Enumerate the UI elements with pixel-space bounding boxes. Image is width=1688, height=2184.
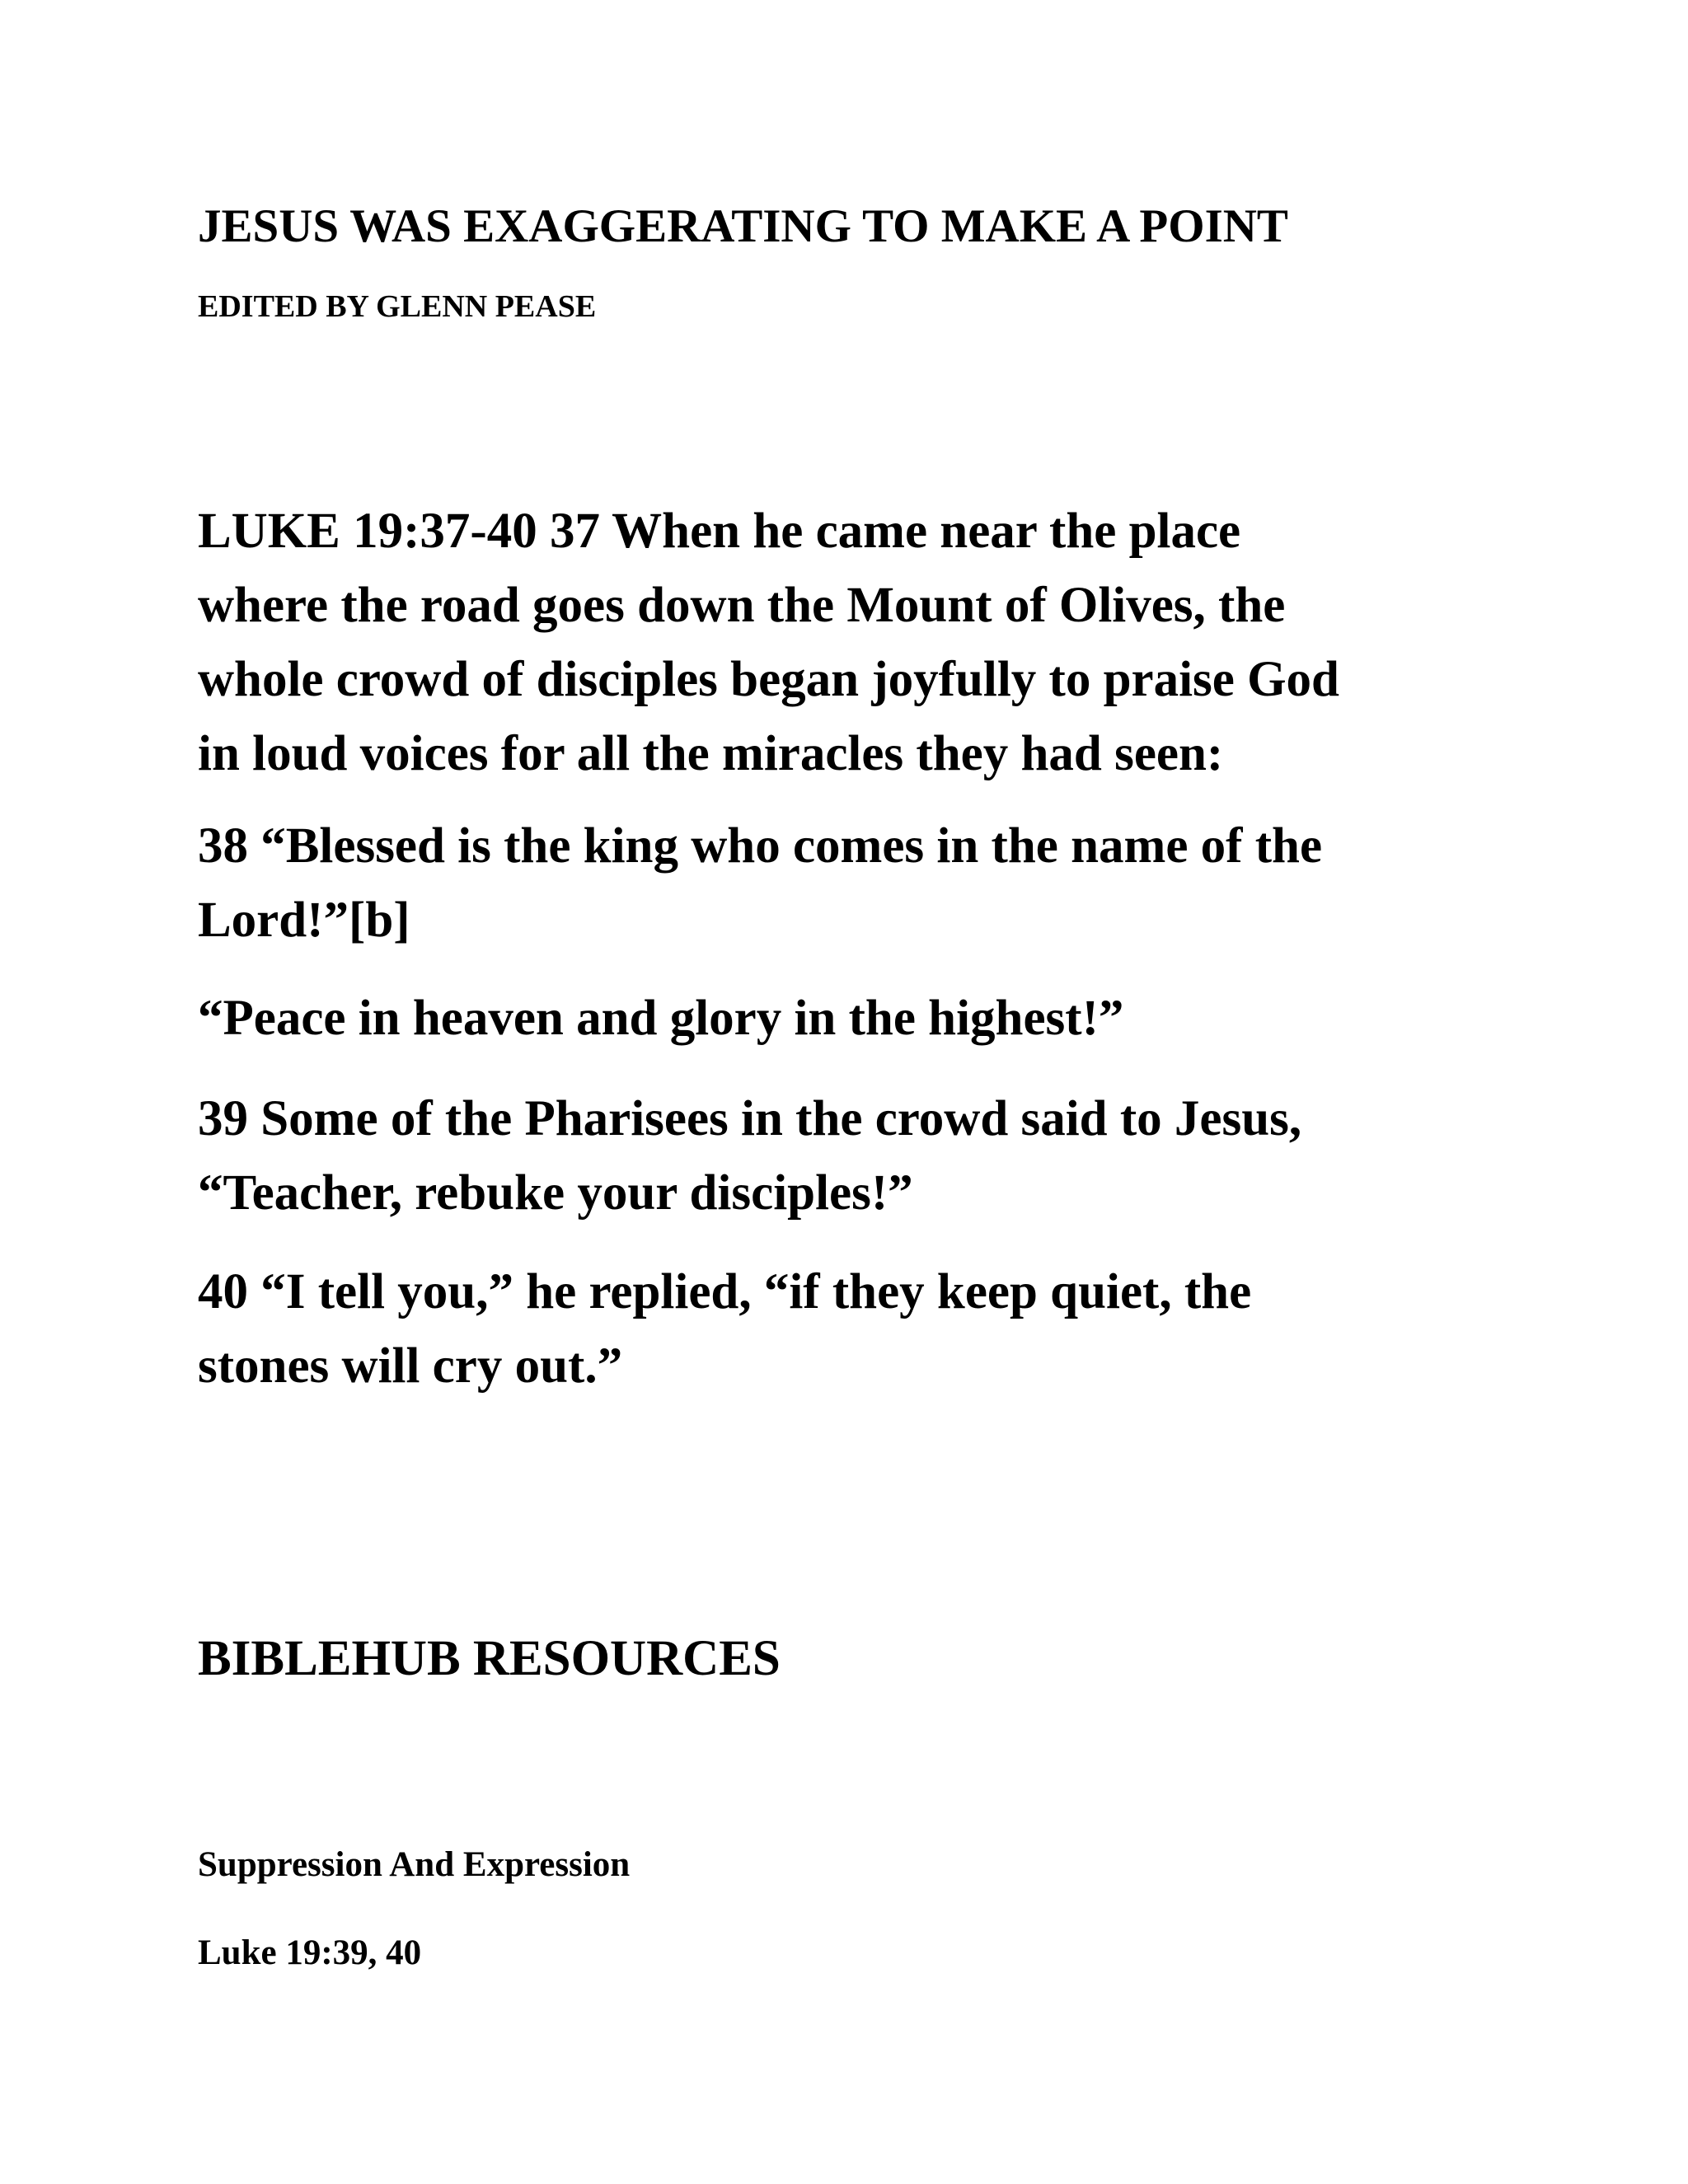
verse-line: LUKE 19:37-40 37 When he came near the place xyxy=(198,504,1241,559)
verse-40-paragraph xyxy=(198,1255,1251,1404)
section-heading: BIBLEHUB RESOURCES xyxy=(198,1631,781,1686)
subsection-title: Suppression And Expression xyxy=(198,1845,631,1884)
document-title: JESUS WAS EXAGGERATING TO MAKE A POINT xyxy=(198,200,1288,252)
verse-line: Lord!”[b] xyxy=(198,893,410,948)
verse-37-paragraph xyxy=(198,494,1339,791)
verse-line: “Peace in heaven and glory in the highest!” xyxy=(198,991,1124,1046)
verse-line: in loud voices for all the miracles they had seen: xyxy=(198,726,1224,781)
verse-line: where the road goes down the Mount of Olives, the xyxy=(198,578,1286,633)
verse-line: stones will cry out.” xyxy=(198,1338,623,1394)
byline: EDITED BY GLENN PEASE xyxy=(198,289,597,324)
verse-line: “Teacher, rebuke your disciples!” xyxy=(198,1165,913,1221)
verse-38-paragraph xyxy=(198,809,1322,958)
verse-39-paragraph xyxy=(198,1082,1301,1230)
verse-38-continuation xyxy=(198,982,1123,1056)
verse-line: whole crowd of disciples began joyfully to praise God xyxy=(198,652,1339,707)
verse-line: 38 “Blessed is the king who comes in the name of the xyxy=(198,818,1323,874)
subsection-reference: Luke 19:39, 40 xyxy=(198,1933,422,1972)
verse-line: 39 Some of the Pharisees in the crowd said to Jesus, xyxy=(198,1091,1302,1146)
verse-line: 40 “I tell you,” he replied, “if they keep quiet, the xyxy=(198,1264,1252,1319)
